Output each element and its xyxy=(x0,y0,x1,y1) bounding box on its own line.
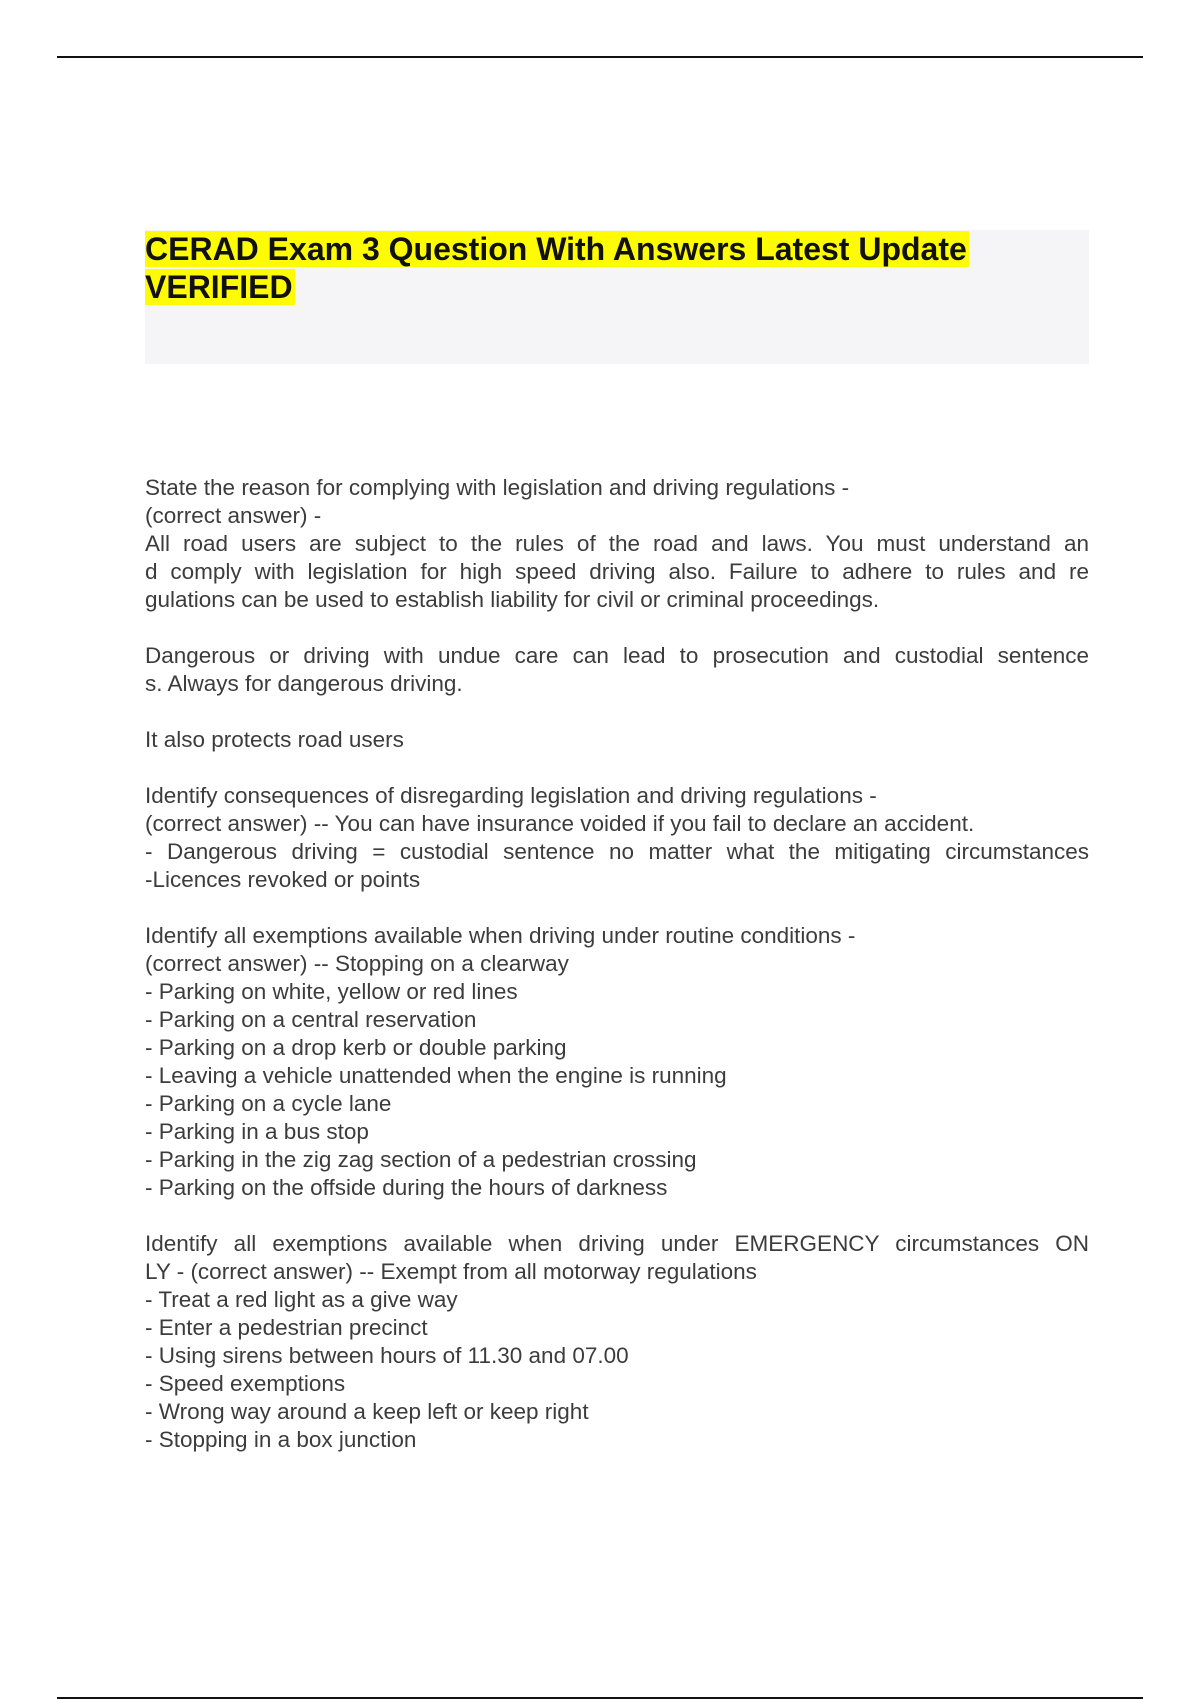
text-line: Identify all exemptions available when driving under routine conditions - xyxy=(145,923,856,948)
text-line: LY - (correct answer) -- Exempt from all motorway regulations xyxy=(145,1259,757,1284)
text-line: (correct answer) -- Stopping on a clearway xyxy=(145,951,569,976)
text-line: - Parking on a central reservation xyxy=(145,1007,477,1032)
text-line: - Parking on the offside during the hours of darkness xyxy=(145,1175,668,1200)
text-line: - Parking on white, yellow or red lines xyxy=(145,979,518,1004)
text-line: - Stopping in a box junction xyxy=(145,1427,417,1452)
text-line: (correct answer) - xyxy=(145,503,322,528)
text-line: State the reason for complying with legislation and driving regulations - xyxy=(145,475,850,500)
text-line: Dangerous or driving with undue care can lead to prosecution and custodial sentence xyxy=(145,643,1089,668)
text-line: - Parking in a bus stop xyxy=(145,1119,369,1144)
text-line: - Leaving a vehicle unattended when the engine is running xyxy=(145,1063,727,1088)
text-line: Identify consequences of disregarding legislation and driving regulations - xyxy=(145,783,877,808)
qa-section xyxy=(145,474,1089,614)
text-line: gulations can be used to establish liability for civil or criminal proceedings. xyxy=(145,587,880,612)
qa-section xyxy=(145,726,1089,754)
text-line: - Enter a pedestrian precinct xyxy=(145,1315,428,1340)
bottom-divider xyxy=(57,1697,1143,1699)
document-title xyxy=(145,230,1089,306)
qa-section xyxy=(145,642,1089,698)
text-line: (correct answer) -- You can have insurance voided if you fail to declare an accident. xyxy=(145,811,975,836)
title-line-1: CERAD Exam 3 Question With Answers Latest Update xyxy=(145,231,967,267)
text-line: - Using sirens between hours of 11.30 and 07.00 xyxy=(145,1343,629,1368)
title-block xyxy=(145,230,1089,364)
text-line: It also protects road users xyxy=(145,727,404,752)
qa-section xyxy=(145,782,1089,894)
text-line: - Parking on a cycle lane xyxy=(145,1091,392,1116)
text-line: d comply with legislation for high speed driving also. Failure to adhere to rules and re xyxy=(145,559,1089,584)
text-line: Identify all exemptions available when driving under EMERGENCY circumstances ON xyxy=(145,1231,1089,1256)
top-divider xyxy=(57,56,1143,58)
text-line: - Wrong way around a keep left or keep right xyxy=(145,1399,589,1424)
text-line: s. Always for dangerous driving. xyxy=(145,671,463,696)
title-line-2: VERIFIED xyxy=(145,269,293,305)
text-line: - Parking on a drop kerb or double parking xyxy=(145,1035,567,1060)
text-line: - Parking in the zig zag section of a pedestrian crossing xyxy=(145,1147,697,1172)
text-line: - Dangerous driving = custodial sentence no matter what the mitigating circumstances xyxy=(145,839,1089,864)
text-line: -Licences revoked or points xyxy=(145,867,421,892)
text-line: - Speed exemptions xyxy=(145,1371,346,1396)
text-line: All road users are subject to the rules of the road and laws. You must understand an xyxy=(145,531,1089,556)
qa-section xyxy=(145,922,1089,1202)
text-line: - Treat a red light as a give way xyxy=(145,1287,458,1312)
qa-section xyxy=(145,1230,1089,1454)
document-body xyxy=(145,474,1089,1482)
